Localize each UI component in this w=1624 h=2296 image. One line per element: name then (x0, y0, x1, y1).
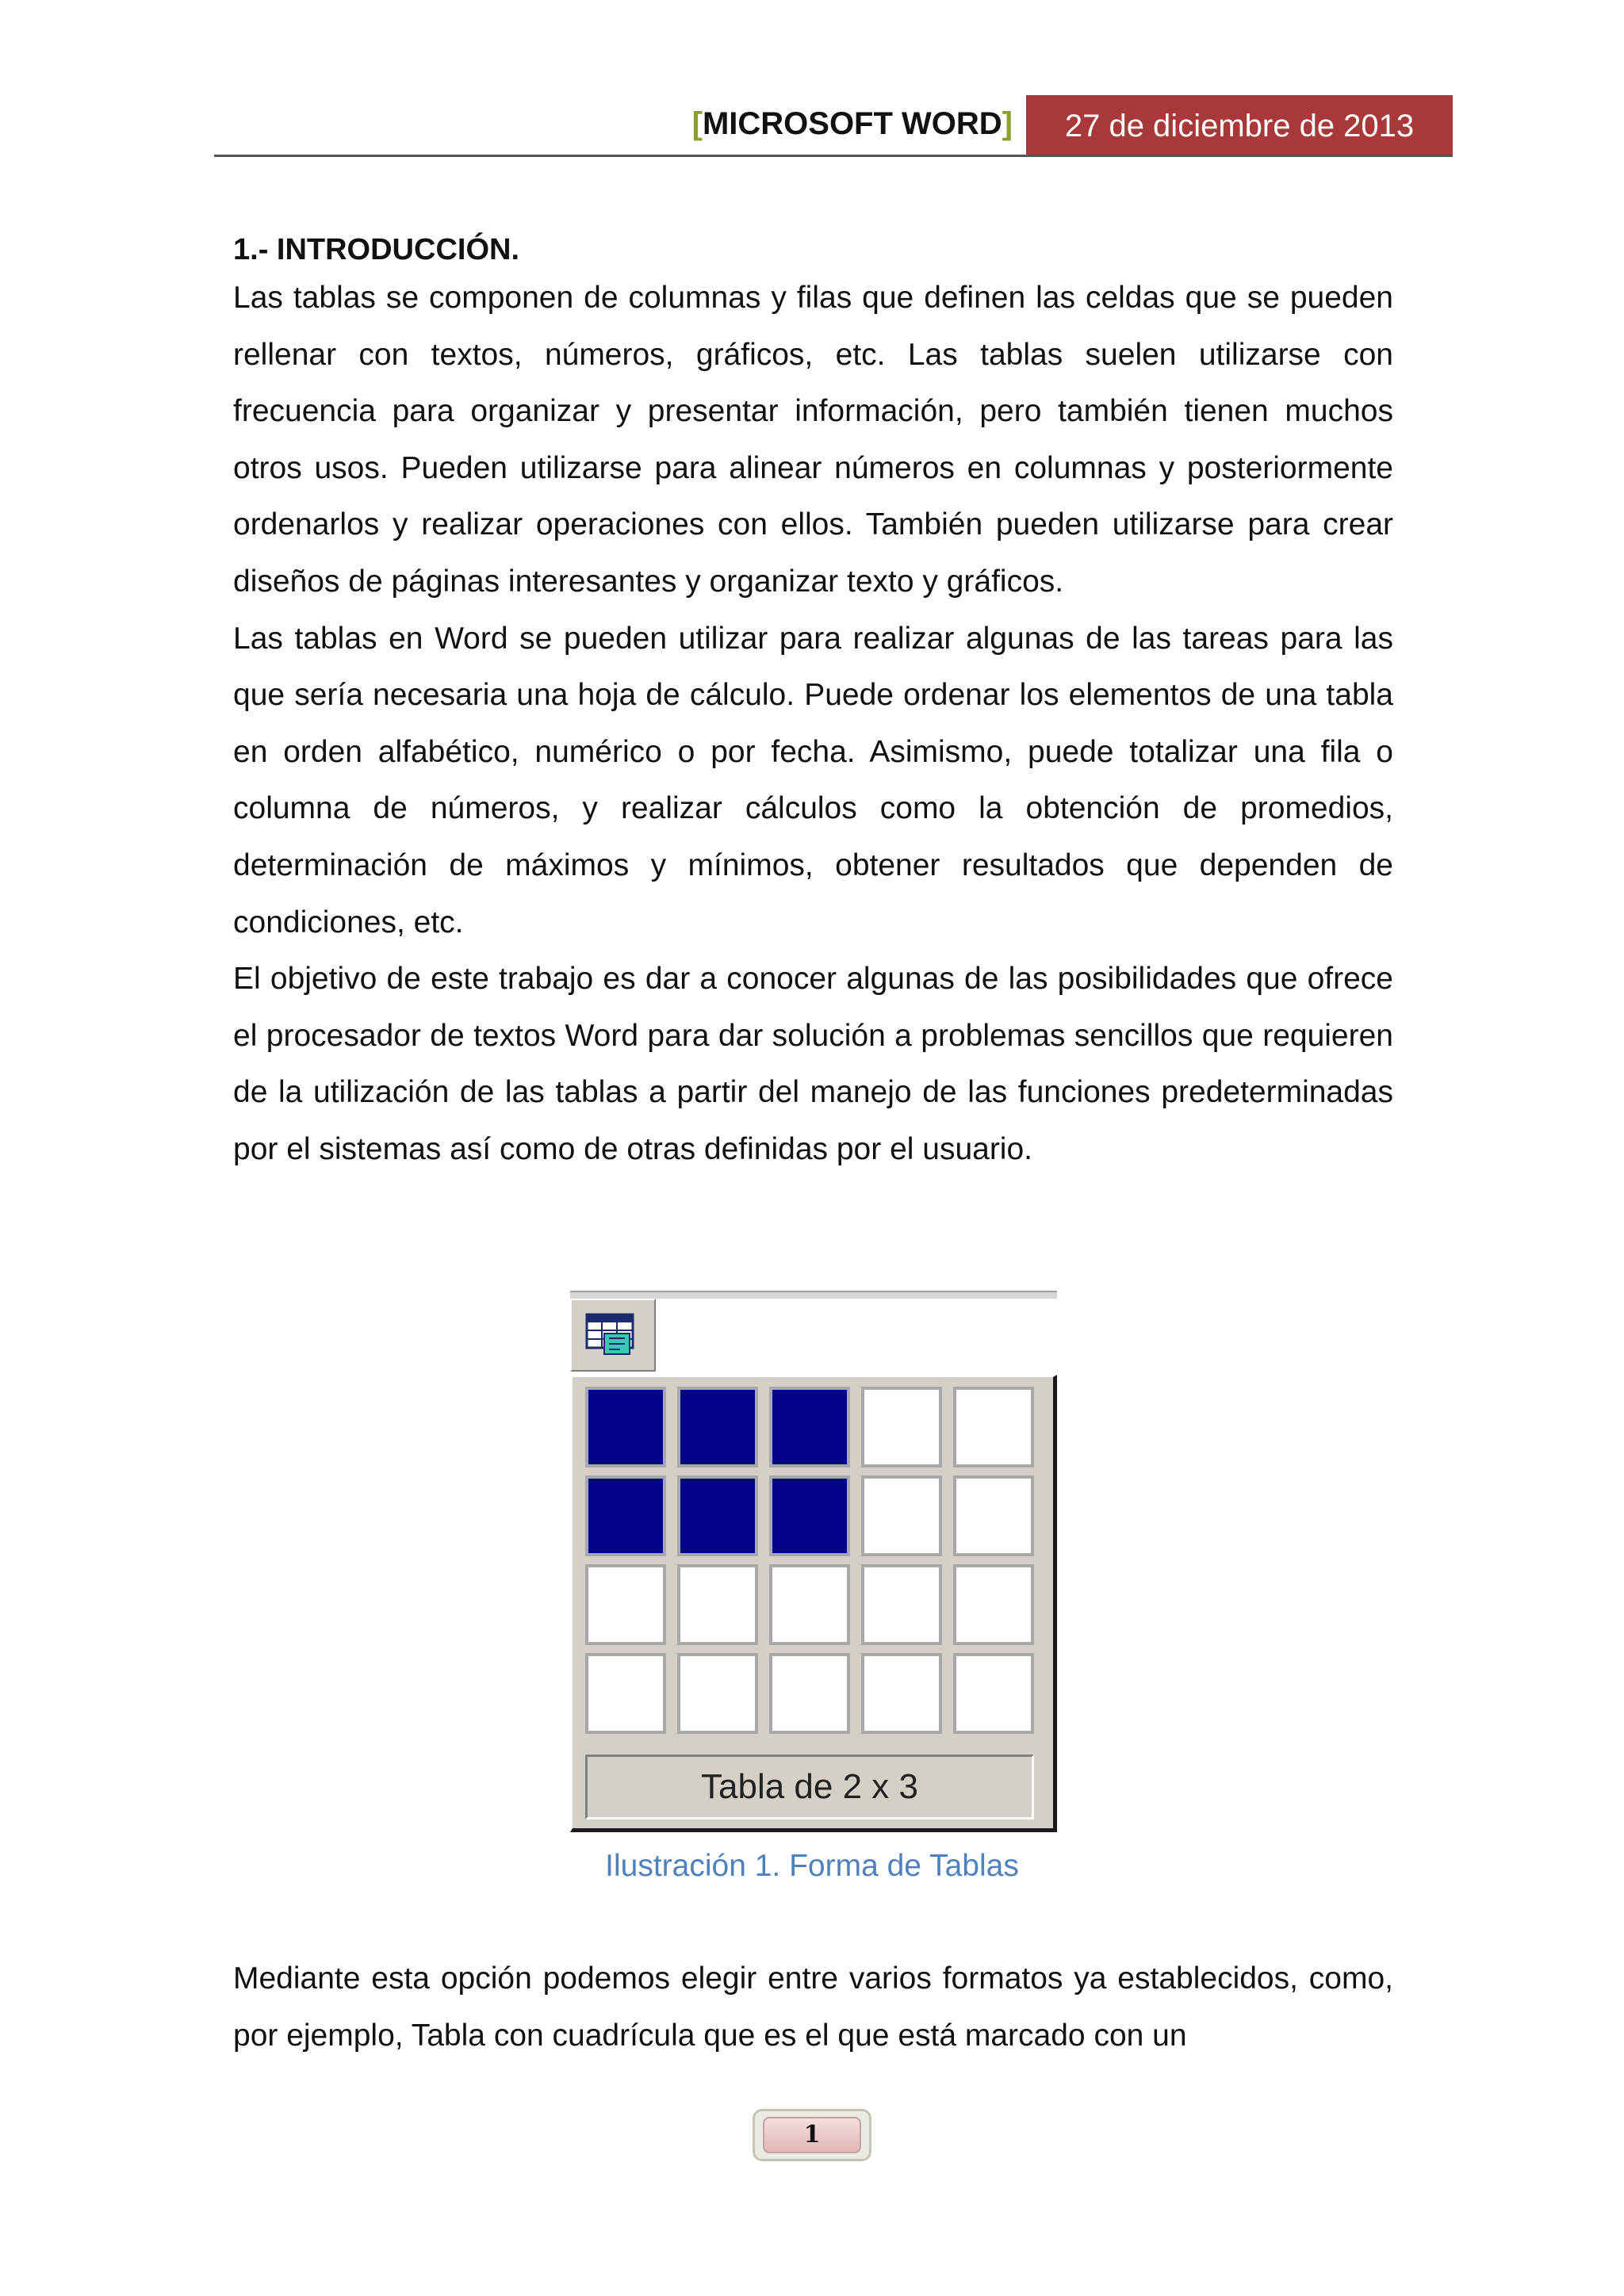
header-divider (214, 155, 1453, 157)
table-grid (585, 1387, 1034, 1734)
paragraph-3: El objetivo de este trabajo es dar a conocer algunas de las posibilidades que ofrece el procesador de textos Word para dar solución a problemas sencillos que requieren de la utilización de las tablas a partir del manejo de las funciones predeterminadas por el sistemas así como de otras definidas por el usuario. (233, 962, 1393, 1166)
grid-cell-selected[interactable] (769, 1475, 850, 1556)
table-picker-figure (570, 1291, 1057, 1832)
grid-cell-selected[interactable] (769, 1387, 850, 1468)
page-number: 1 (763, 2117, 861, 2153)
paragraph-4: Mediante esta opción podemos elegir entre varios formatos ya establecidos, como, por ejemplo, Tabla con cuadrícula que es el que está marcado con un (233, 1961, 1393, 2053)
grid-cell[interactable] (677, 1653, 758, 1734)
grid-cell[interactable] (677, 1564, 758, 1645)
grid-cell[interactable] (953, 1475, 1034, 1556)
grid-cell[interactable] (861, 1475, 942, 1556)
grid-cell[interactable] (953, 1387, 1034, 1468)
document-body (233, 230, 1393, 1178)
page-header (214, 95, 1453, 157)
grid-cell[interactable] (585, 1564, 666, 1645)
grid-cell[interactable] (861, 1564, 942, 1645)
grid-cell[interactable] (861, 1653, 942, 1734)
section-heading: 1.- INTRODUCCIÓN. (233, 233, 519, 266)
table-size-picker (570, 1375, 1057, 1832)
header-bracket-close: ] (1002, 106, 1013, 141)
grid-cell-selected[interactable] (677, 1387, 758, 1468)
grid-cell-selected[interactable] (585, 1475, 666, 1556)
grid-cell[interactable] (769, 1653, 850, 1734)
header-bracket-open: [ (691, 106, 703, 141)
header-date: 27 de diciembre de 2013 (1026, 95, 1453, 157)
page-number-badge (753, 2109, 871, 2161)
grid-cell-selected[interactable] (585, 1387, 666, 1468)
grid-cell[interactable] (769, 1564, 850, 1645)
toolbar-strip (570, 1291, 1057, 1299)
insert-table-button[interactable] (570, 1299, 656, 1372)
grid-cell[interactable] (953, 1653, 1034, 1734)
header-title (692, 106, 1013, 142)
paragraph-1: Las tablas se componen de columnas y filas que definen las celdas que se pueden rellenar con textos, números, gráficos, etc. Las tablas suelen utilizarse con frecuencia para organizar y presentar información, pero también tienen muchos otros usos. Pueden utilizarse para alinear números en columnas y posteriormente ordenarlos y realizar operaciones con ellos. También pueden utilizarse para crear diseños de páginas interesantes y organizar texto y gráficos. (233, 281, 1393, 599)
grid-cell[interactable] (861, 1387, 942, 1468)
header-title-text: MICROSOFT WORD (702, 106, 1002, 141)
grid-cell[interactable] (953, 1564, 1034, 1645)
table-size-status: Tabla de 2 x 3 (585, 1755, 1034, 1820)
figure-caption: Ilustración 1. Forma de Tablas (605, 1849, 1019, 1883)
grid-cell-selected[interactable] (677, 1475, 758, 1556)
grid-cell[interactable] (585, 1653, 666, 1734)
document-body-continued (233, 1950, 1393, 2064)
paragraph-2: Las tablas en Word se pueden utilizar para realizar algunas de las tareas para las que sería necesaria una hoja de cálculo. Puede ordenar los elementos de una tabla en orden alfabético, numérico o por fecha. Asimismo, puede totalizar una fila o columna de números, y realizar cálculos como la obtención de promedios, determinación de máximos y mínimos, obtener resultados que dependen de condiciones, etc. (233, 621, 1393, 939)
